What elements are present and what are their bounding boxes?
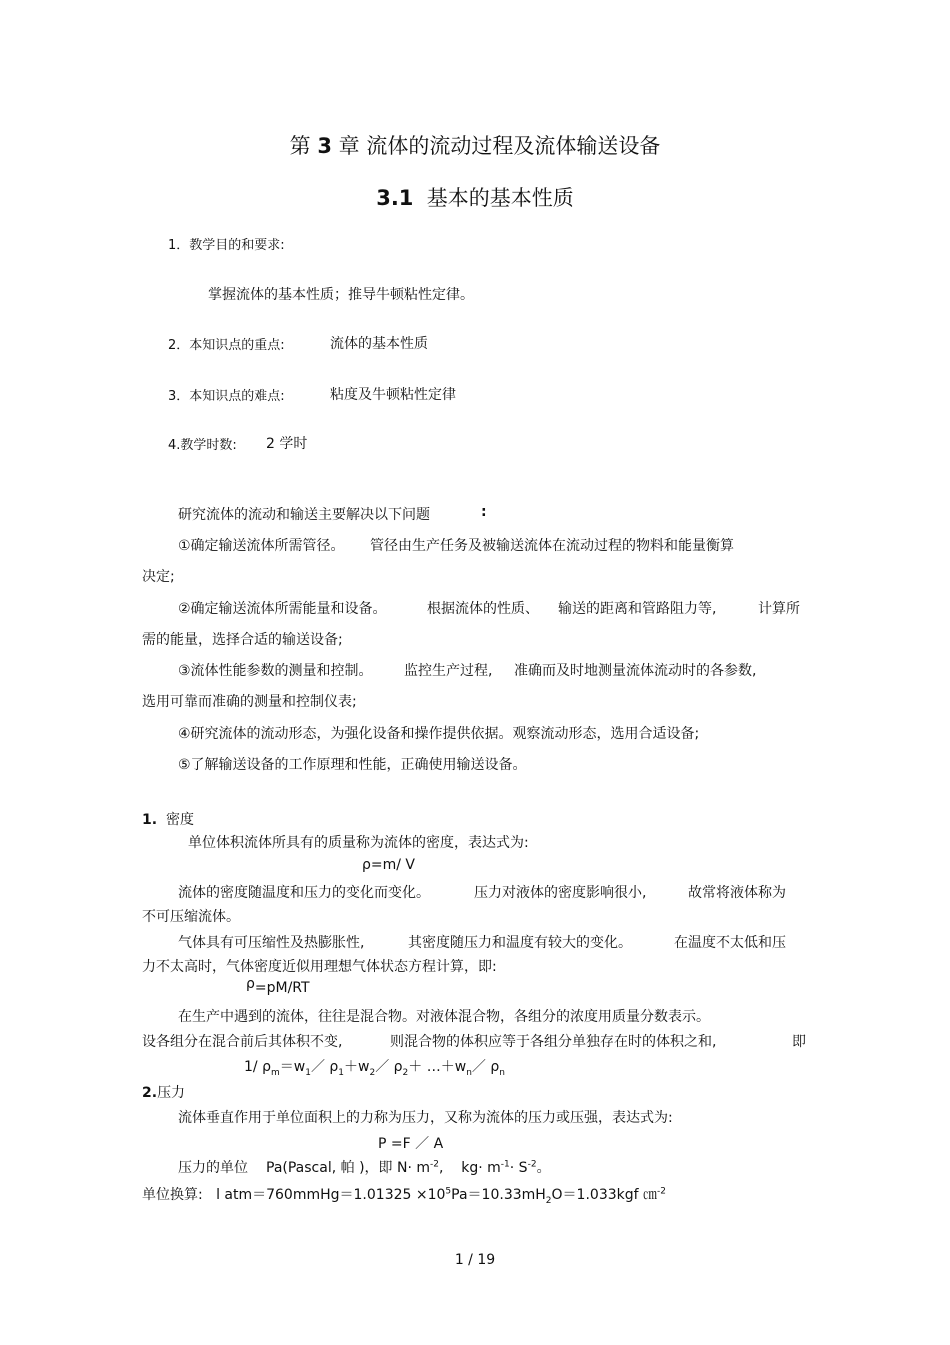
pascal-label: Pa(Pascal, — [266, 1160, 337, 1176]
pressure-title: 压力 — [157, 1085, 186, 1101]
chapter-number: 3 — [317, 134, 332, 158]
density-title: 密度 — [165, 812, 194, 828]
density-line4: 力不太高时，气体密度近似用理想气体状态方程计算，即: — [142, 959, 497, 975]
key-point-label: 2．本知识点的重点: — [168, 338, 285, 353]
density-line2: 不可压缩流体。 — [142, 909, 240, 925]
hours-text: 2 学时 — [266, 436, 308, 452]
pressure-equation: P =F ／ A — [378, 1136, 444, 1152]
density-line1b: 压力对液体的密度影响很小, — [474, 885, 647, 901]
item1-body: 管径由生产任务及被输送流体在流动过程的物料和能量衡算 — [370, 538, 734, 554]
density-line6c: 即 — [792, 1034, 806, 1050]
item3-body-b: 准确而及时地测量流体流动时的各参数, — [514, 663, 757, 679]
page-number: 1 / 19 — [454, 1252, 496, 1268]
chapter-prefix: 第 — [289, 134, 311, 158]
hours-label: 4.教学时数: — [168, 438, 237, 453]
density-line3c: 在温度不太低和压 — [674, 935, 786, 951]
section-title-text: 基本的基本性质 — [426, 186, 574, 210]
pressure-heading — [142, 1082, 185, 1102]
unit-conversion: 单位换算: l atm＝760mmHg＝1.01325 $\times 10^5Pa=10.33mH_2O=1.033kgf$ ㎝$^{-2}$ — [142, 1186, 666, 1206]
density-line6b: 则混合物的体积应等于各组分单独存在时的体积之和, — [390, 1034, 717, 1050]
chapter-title — [0, 130, 950, 160]
intro-colon: : — [481, 504, 487, 520]
density-line1c: 故常将液体称为 — [688, 885, 786, 901]
gas-density-formula: =pM/RT — [254, 980, 310, 996]
intro-text: 研究流体的流动和输送主要解决以下问题 — [178, 507, 430, 523]
item3-body-a: 监控生产过程, — [404, 663, 493, 679]
gas-density-equation — [246, 976, 310, 996]
objective-label: 1．教学目的和要求: — [168, 238, 285, 253]
difficulty-label: 3．本知识点的难点: — [168, 389, 285, 404]
item2-body-a: 根据流体的性质、 — [427, 601, 539, 617]
item2-body-b: 输送的距离和管路阻力等, — [558, 601, 717, 617]
item2-tail: 需的能量，选择合适的输送设备; — [142, 632, 343, 648]
item1-tail: 决定; — [142, 569, 175, 585]
section-title — [0, 182, 950, 212]
item4-text: ④研究流体的流动形态，为强化设备和操作提供依据。观察流动形态，选用合适设备; — [178, 726, 700, 742]
item5-text: ⑤了解输送设备的工作原理和性能，正确使用输送设备。 — [178, 757, 527, 773]
density-number: 1. — [142, 812, 158, 828]
density-line5: 在生产中遇到的流体，往往是混合物。对液体混合物，各组分的浓度用质量分数表示。 — [178, 1009, 710, 1025]
density-line6a: 设各组分在混合前后其体积不变, — [142, 1034, 343, 1050]
difficulty-text: 粘度及牛顿粘性定律 — [330, 387, 456, 403]
section-number: 3.1 — [376, 186, 414, 210]
density-line1a: 流体的密度随温度和压力的变化而变化。 — [178, 885, 430, 901]
key-point-text: 流体的基本性质 — [330, 336, 428, 352]
pressure-definition: 流体垂直作用于单位面积上的力称为压力，又称为流体的压力或压强，表达式为: — [178, 1110, 673, 1126]
mixture-density-equation: 1/ $\rho_m=w_1/$ $\rho_1+w_2/$ $\rho_2+$ $\dots+w_n/$ $\rho_n$ — [244, 1059, 505, 1078]
pressure-unit-line: Pa(Pascal, 帕 )，即 $N\cdot m^{-2}$, $kg\cdot m^{-1}\cdot S^{-2}$。 — [266, 1159, 551, 1176]
rho-symbol: ρ — [246, 976, 255, 992]
density-heading — [142, 809, 194, 829]
density-definition: 单位体积流体所具有的质量称为流体的密度，表达式为: — [188, 835, 529, 851]
objective-text: 掌握流体的基本性质；推导牛顿粘性定律。 — [208, 287, 474, 303]
chapter-title-text: 章 流体的流动过程及流体输送设备 — [338, 134, 661, 158]
density-line3a: 气体具有可压缩性及热膨胀性, — [178, 935, 365, 951]
item2-body-c: 计算所 — [758, 601, 800, 617]
pressure-unit-label: 压力的单位 — [178, 1160, 248, 1176]
pa-chinese: 帕 )，即 — [340, 1160, 393, 1176]
density-line3b: 其密度随压力和温度有较大的变化。 — [408, 935, 632, 951]
item3-lead: ③流体性能参数的测量和控制。 — [178, 663, 373, 679]
pressure-number: 2. — [142, 1085, 158, 1101]
item1-lead: ①确定输送流体所需管径。 — [178, 538, 345, 554]
density-equation: ρ=m/ V — [362, 857, 415, 873]
item3-tail: 选用可靠而准确的测量和控制仪表; — [142, 694, 357, 710]
conversion-label: 单位换算: — [142, 1187, 203, 1203]
item2-lead: ②确定输送流体所需能量和设备。 — [178, 601, 387, 617]
